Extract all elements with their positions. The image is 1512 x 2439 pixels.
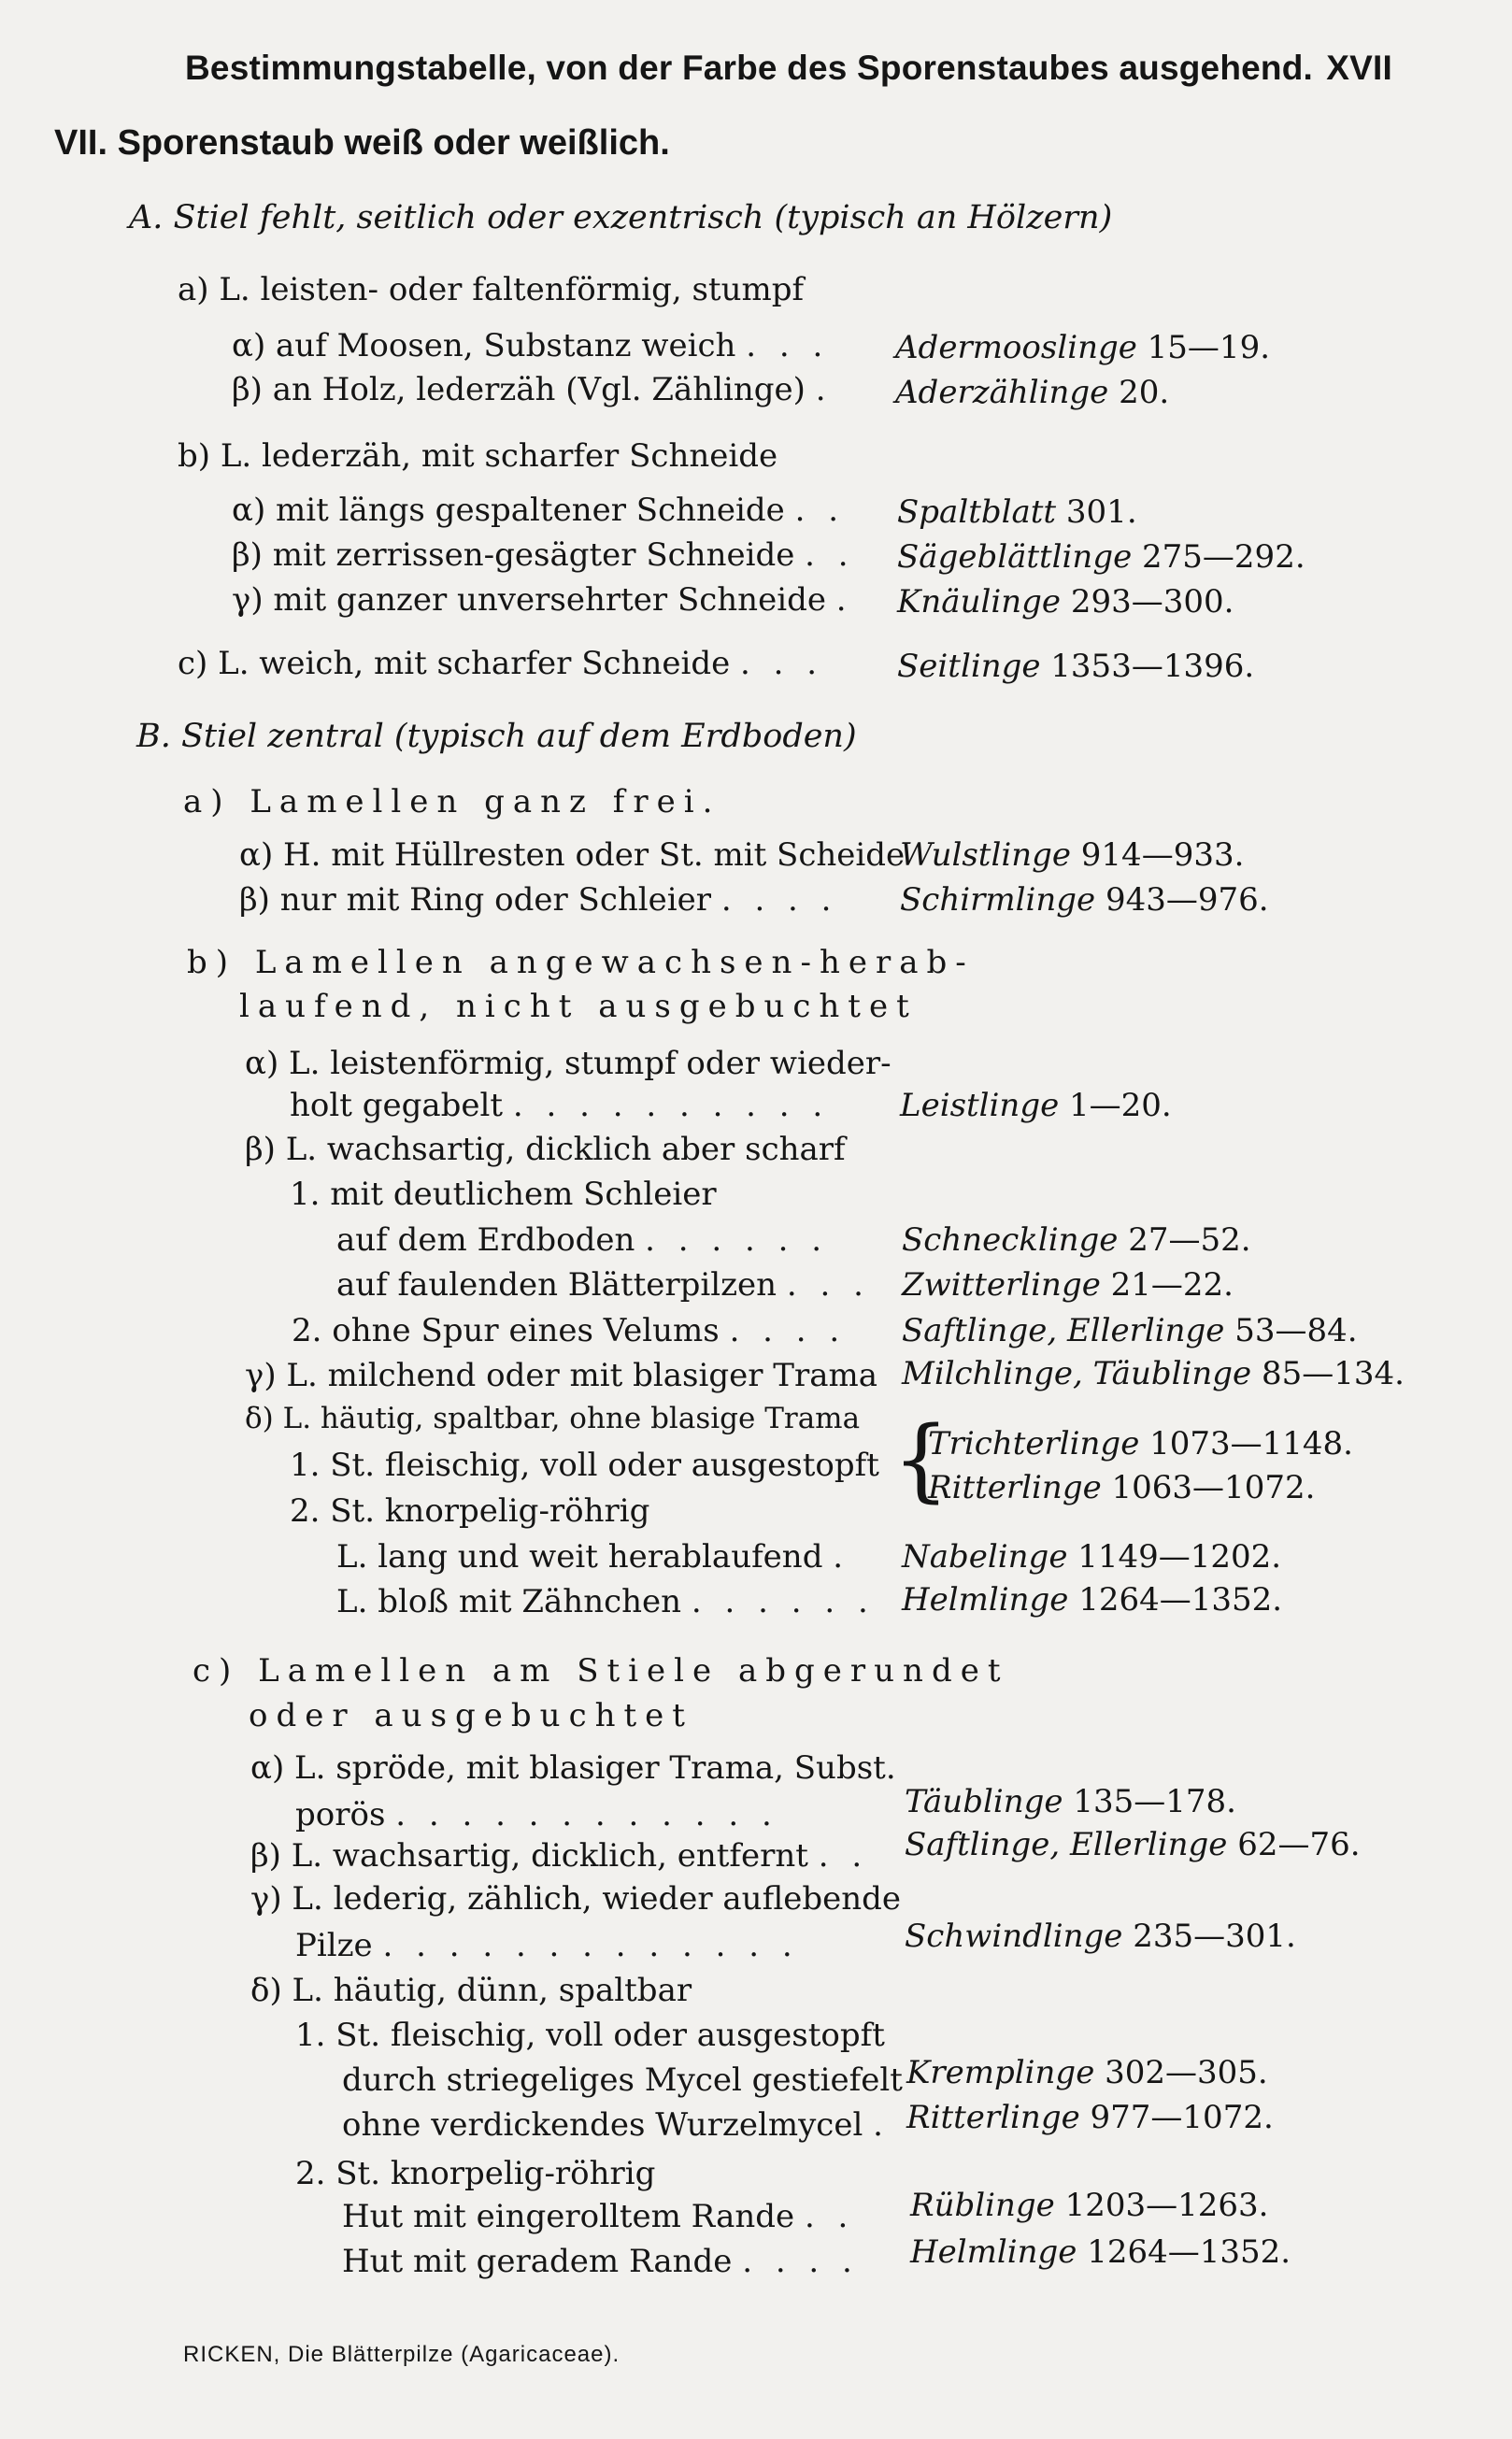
key-line: α) auf Moosen, Substanz weich . . . — [232, 327, 830, 364]
section-heading: VII. Sporenstaub weiß oder weißlich. — [54, 123, 670, 163]
genus-ref: Knäulinge 293—300. — [897, 583, 1234, 620]
genus-ref: Helmlinge 1264—1352. — [910, 2233, 1291, 2271]
b-c-label-cont: oder ausgebuchtet — [249, 1697, 693, 1734]
genus-ref: Nabelinge 1149—1202. — [902, 1538, 1282, 1576]
page-number: XVII — [1326, 49, 1392, 87]
key-line: γ) L. lederig, zählich, wieder auflebende — [250, 1880, 902, 1918]
genus-ref: Aderzählinge 20. — [895, 374, 1170, 411]
key-line: 1. St. fleischig, voll oder ausgestopft — [295, 2017, 885, 2054]
genus-ref: Saftlinge, Ellerlinge 53—84. — [902, 1312, 1358, 1349]
genus-ref: Leistlinge 1—20. — [900, 1087, 1172, 1124]
key-line: L. bloß mit Zähnchen . . . . . . — [336, 1583, 875, 1620]
genus-ref: Helmlinge 1264—1352. — [902, 1581, 1283, 1619]
genus-ref: Rüblinge 1203—1263. — [910, 2187, 1269, 2224]
section-a-title: A. Stiel fehlt, seitlich oder exzentrisch (typisch an Hölzern) — [129, 199, 1113, 236]
key-line: 2. ohne Spur eines Velums . . . . — [292, 1312, 847, 1349]
key-line: α) L. spröde, mit blasiger Trama, Subst. — [250, 1749, 896, 1787]
key-line: α) L. leistenförmig, stumpf oder wieder- — [245, 1045, 892, 1082]
a-b-label: b) L. lederzäh, mit scharfer Schneide — [178, 437, 778, 475]
genus-ref: Trichterlinge 1073—1148. — [928, 1425, 1353, 1462]
footer-signature: RICKEN, Die Blätterpilze (Agaricaceae). — [183, 2342, 620, 2367]
genus-ref: Sägeblättlinge 275—292. — [897, 538, 1305, 576]
key-line: 1. St. fleischig, voll oder ausgestopft — [290, 1447, 879, 1484]
genus-ref: Seitlinge 1353—1396. — [897, 648, 1255, 685]
genus-ref: Ritterlinge 977—1072. — [906, 2099, 1274, 2136]
genus-ref: Schnecklinge 27—52. — [902, 1221, 1251, 1259]
key-line: holt gegabelt . . . . . . . . . . — [290, 1087, 830, 1124]
key-line: durch striegeliges Mycel gestiefelt — [342, 2061, 903, 2099]
genus-ref: Kremplinge 302—305. — [906, 2054, 1268, 2091]
key-line: γ) mit ganzer unversehrter Schneide . — [232, 581, 853, 619]
genus-ref: Milchlinge, Täublinge 85—134. — [902, 1355, 1405, 1392]
key-line: auf dem Erdboden . . . . . . — [336, 1221, 829, 1259]
key-line: α) mit längs gespaltener Schneide . . — [232, 492, 846, 529]
section-b-title: B. Stiel zentral (typisch auf dem Erdboden) — [136, 718, 857, 755]
brace: { — [892, 1407, 950, 1512]
genus-ref: Schwindlinge 235—301. — [905, 1918, 1296, 1955]
a-a-label: a) L. leisten- oder faltenförmig, stumpf — [178, 271, 805, 308]
key-line: 2. St. knorpelig-röhrig — [295, 2155, 656, 2192]
key-line: Hut mit eingerolltem Rande . . — [342, 2198, 855, 2235]
key-line: β) nur mit Ring oder Schleier . . . . — [239, 881, 838, 919]
genus-ref: Täublinge 135—178. — [905, 1783, 1236, 1820]
key-line: δ) L. häutig, dünn, spaltbar — [250, 1972, 692, 2009]
key-line: β) an Holz, lederzäh (Vgl. Zählinge) . — [232, 371, 833, 408]
b-b-label-cont: laufend, nicht ausgebuchtet — [239, 988, 918, 1025]
key-line: β) mit zerrissen-gesägter Schneide . . — [232, 536, 855, 574]
key-line: γ) L. milchend oder mit blasiger Trama — [245, 1357, 877, 1394]
header-title: Bestimmungstabelle, von der Farbe des Sporenstaubes ausgehend. — [185, 49, 1313, 87]
key-line: porös . . . . . . . . . . . . — [295, 1796, 778, 1833]
key-line: 2. St. knorpelig-röhrig — [290, 1492, 650, 1530]
key-line: δ) L. häutig, spaltbar, ohne blasige Trama — [245, 1402, 861, 1435]
key-line: ohne verdickendes Wurzelmycel . — [342, 2106, 890, 2144]
genus-ref: Zwitterlinge 21—22. — [902, 1266, 1234, 1304]
key-line: α) H. mit Hüllresten oder St. mit Scheide — [239, 836, 906, 874]
b-a-label: a) Lamellen ganz frei. — [183, 783, 721, 820]
genus-ref: Ritterlinge 1063—1072. — [928, 1469, 1316, 1506]
genus-ref: Spaltblatt 301. — [897, 493, 1137, 531]
key-line: β) L. wachsartig, dicklich aber scharf — [245, 1131, 846, 1168]
genus-ref: Adermooslinge 15—19. — [895, 329, 1271, 366]
key-line: L. lang und weit herablaufend . — [336, 1538, 850, 1576]
key-line: 1. mit deutlichem Schleier — [290, 1176, 717, 1213]
genus-ref: Schirmlinge 943—976. — [900, 881, 1269, 919]
key-line: c) L. weich, mit scharfer Schneide . . . — [178, 645, 824, 682]
key-line: Pilze . . . . . . . . . . . . . — [295, 1927, 799, 1964]
running-header — [185, 49, 1392, 88]
genus-ref: Saftlinge, Ellerlinge 62—76. — [905, 1826, 1361, 1863]
key-line: auf faulenden Blätterpilzen . . . — [336, 1266, 870, 1304]
genus-ref: Wulstlinge 914—933. — [900, 836, 1245, 874]
b-c-label: c) Lamellen am Stiele abgerundet — [193, 1652, 1009, 1690]
key-line: β) L. wachsartig, dicklich, entfernt . . — [250, 1837, 869, 1875]
key-line: Hut mit geradem Rande . . . . — [342, 2243, 859, 2280]
b-b-label: b) Lamellen angewachsen-herab- — [187, 944, 975, 981]
